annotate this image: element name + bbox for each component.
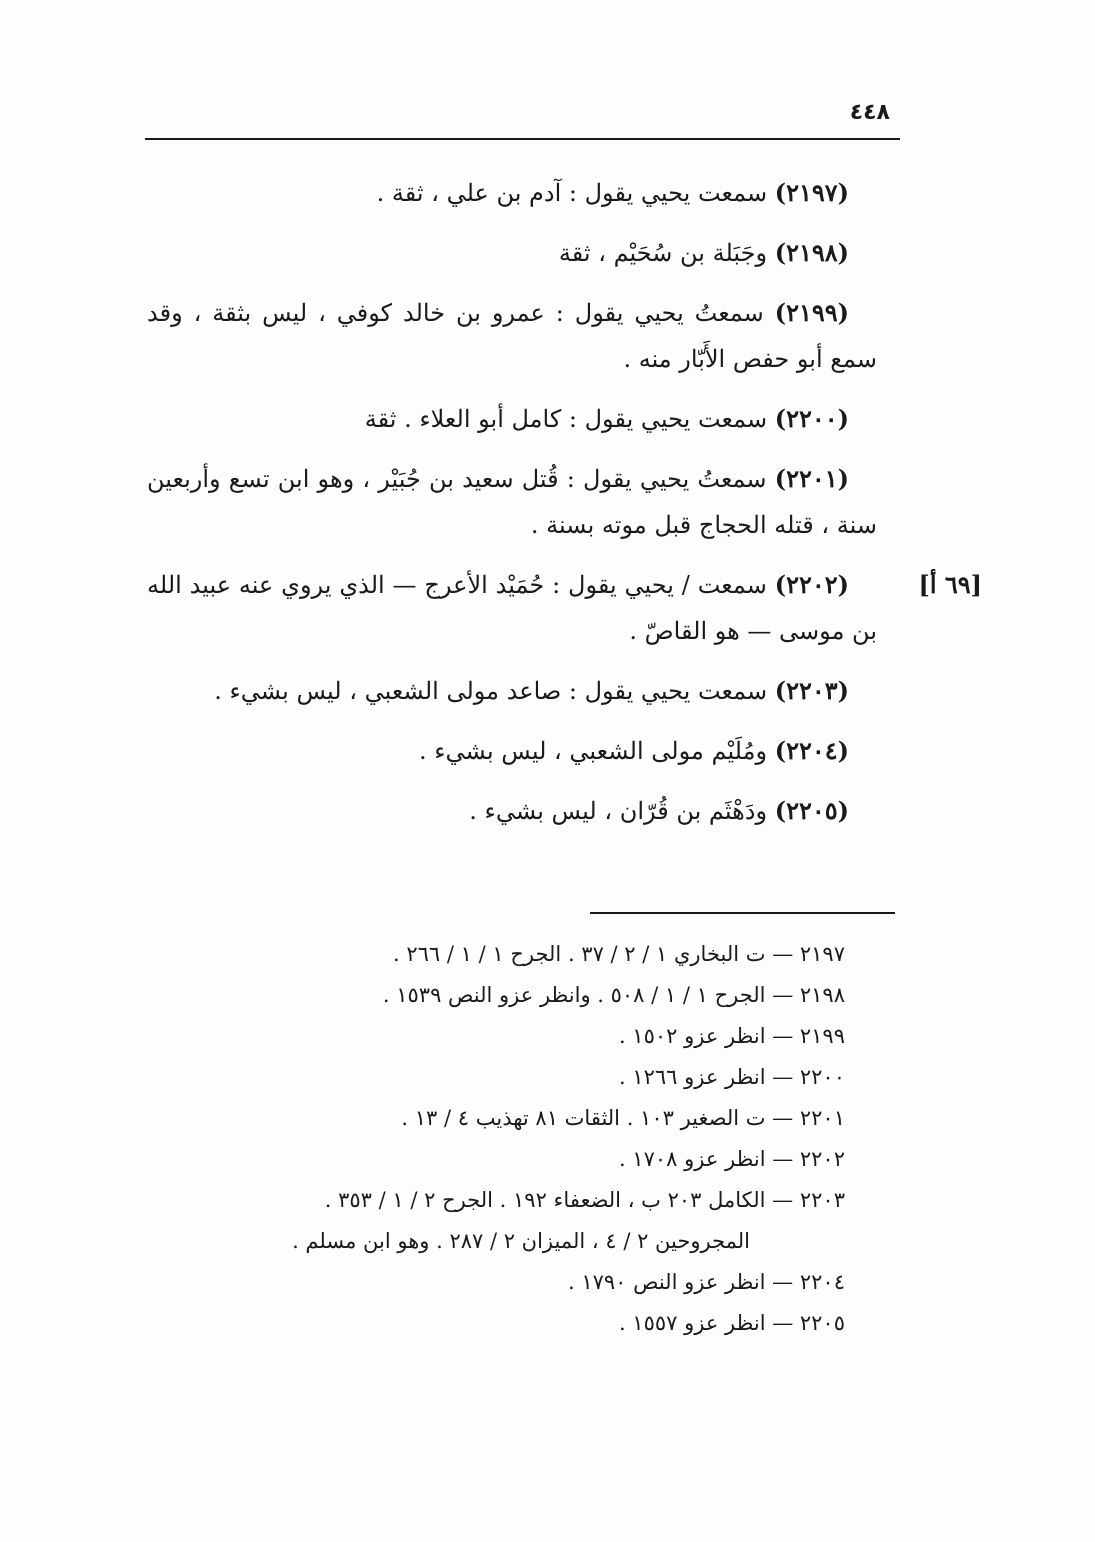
footnote-text: ٢٢٠٥ — انظر عزو ١٥٥٧ . xyxy=(618,1311,845,1335)
footnote-line xyxy=(145,1303,845,1344)
footnote-line xyxy=(145,975,845,1016)
entry-number: (٢١٩٨) xyxy=(774,238,849,267)
footnote-text: ٢٢٠٤ — انظر عزو النص ١٧٩٠ . xyxy=(567,1270,845,1294)
footnote-text: ٢٢٠٣ — الكامل ٢٠٣ ب ، الضعفاء ١٩٢ . الجرح ٢ / ١ / ٣٥٣ . xyxy=(324,1188,845,1212)
footnote-line xyxy=(145,1016,845,1057)
footnote-line xyxy=(145,934,845,975)
entry-text: سمعت / يحيي يقول : حُمَيْد الأعرج — الذي يروي عنه عبيد الله بن موسى — هو القاصّ . xyxy=(147,571,877,645)
footnote-line xyxy=(145,1057,845,1098)
footnote-text: ٢١٩٨ — الجرح ١ / ١ / ٥٠٨ . وانظر عزو النص ١٥٣٩ . xyxy=(382,983,845,1007)
entry-paragraph xyxy=(147,668,877,714)
entry-text: وجَبَلة بن سُحَيْم ، ثقة xyxy=(558,239,768,267)
entry-number: (٢٢٠١) xyxy=(774,464,849,493)
entry-text: سمعتُ يحيي يقول : عمرو بن خالد كوفي ، ليس بثقة ، وقد سمع أبو حفص الأَبّار منه . xyxy=(147,299,877,373)
entry-text: سمعت يحيي يقول : صاعد مولى الشعبي ، ليس بشيء . xyxy=(214,677,768,705)
entry-paragraph xyxy=(147,396,877,442)
footnote-text: ٢٢٠٢ — انظر عزو ١٧٠٨ . xyxy=(618,1147,845,1171)
entry-paragraph xyxy=(147,728,877,774)
footnote-text: ٢٢٠٠ — انظر عزو ١٢٦٦ . xyxy=(618,1065,845,1089)
footnote-line xyxy=(145,1098,845,1139)
entry-paragraph xyxy=(147,788,877,834)
entry-text: سمعت يحيي يقول : آدم بن علي ، ثقة . xyxy=(376,179,768,207)
entry-number: (٢٢٠٤) xyxy=(774,736,849,765)
footnote-line xyxy=(145,1180,845,1262)
entry-paragraph xyxy=(147,290,877,382)
entry-text: سمعتُ يحيي يقول : قُتل سعيد بن جُبَيْر ، وهو ابن تسع وأربعين سنة ، قتله الحجاج قبل موته بسنة . xyxy=(147,465,877,539)
manuscript-folio-marker: [٦٩ أ] xyxy=(918,570,982,599)
entry-number: (٢٢٠٠) xyxy=(774,404,849,433)
entry-text: ومُلَيْم مولى الشعبي ، ليس بشيء . xyxy=(419,737,768,765)
entry-paragraph xyxy=(147,230,877,276)
entries-section xyxy=(147,170,982,848)
footnote-line xyxy=(145,1139,845,1180)
footnotes-section xyxy=(145,934,845,1344)
entry-text: سمعت يحيي يقول : كامل أبو العلاء . ثقة xyxy=(364,405,768,433)
footnote-continuation: المجروحين ٢ / ٤ ، الميزان ٢ / ٢٨٧ . وهو ابن مسلم . xyxy=(292,1229,750,1253)
entry-number: (٢١٩٩) xyxy=(774,298,849,327)
entry-paragraph xyxy=(147,562,982,654)
header-rule xyxy=(145,138,900,140)
footnote-text: ٢١٩٩ — انظر عزو ١٥٠٢ . xyxy=(618,1024,845,1048)
entry-number: (٢٢٠٥) xyxy=(774,796,849,825)
entry-paragraph xyxy=(147,170,877,216)
entry-text: ودَهْثَم بن قُرّان ، ليس بشيء . xyxy=(469,797,768,825)
footnote-line xyxy=(145,1262,845,1303)
footnote-rule xyxy=(590,912,895,914)
entry-paragraph xyxy=(147,456,877,548)
footnote-text: ٢٢٠١ — ت الصغير ١٠٣ . الثقات ٨١ تهذيب ٤ / ١٣ . xyxy=(401,1106,845,1130)
entry-number: (٢٢٠٣) xyxy=(774,676,849,705)
entry-number: (٢١٩٧) xyxy=(774,178,849,207)
entry-number: (٢٢٠٢) xyxy=(774,570,849,599)
page-number: ٤٤٨ xyxy=(849,100,890,125)
footnote-text: ٢١٩٧ — ت البخاري ١ / ٢ / ٣٧ . الجرح ١ / ١ / ٢٦٦ . xyxy=(393,942,845,966)
